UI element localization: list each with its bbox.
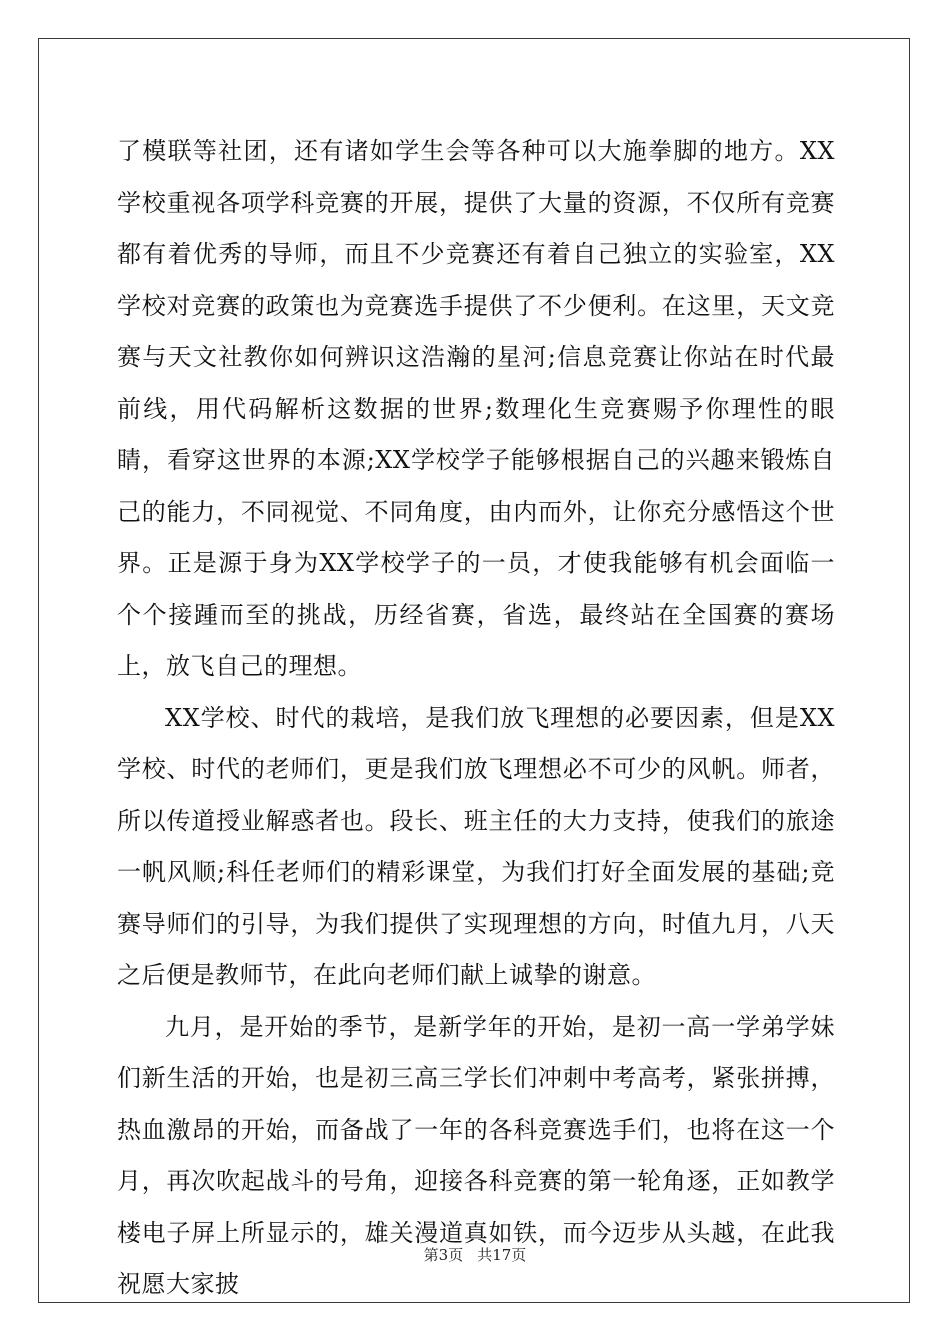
page-number-total: 共17页	[477, 1246, 527, 1264]
paragraph-2: XX学校、时代的栽培，是我们放飞理想的必要因素，但是XX学校、时代的老师们，更是我们放飞理想必不可少的风帆。师者，所以传道授业解惑者也。段长、班主任的大力支持，使我们的旅途一帆风顺;科任老师们的精彩课堂，为我们打好全面发展的基础;竞赛导师们的引导，为我们提供了实现理想的方向，时值九月，八天之后便是教师节，在此向老师们献上诚挚的谢意。	[117, 703, 835, 989]
page-number-current: 第3页	[423, 1246, 464, 1264]
document-body	[117, 126, 835, 1311]
page-footer	[0, 1244, 950, 1265]
paragraph-1: 了模联等社团，还有诸如学生会等各种可以大施拳脚的地方。XX学校重视各项学科竞赛的开展，提供了大量的资源，不仅所有竞赛都有着优秀的导师，而且不少竞赛还有着自己独立的实验室，XX学校对竞赛的政策也为竞赛选手提供了不少便利。在这里，天文竞赛与天文社教你如何辨识这浩瀚的星河;信息竞赛让你站在时代最前线，用代码解析这数据的世界;数理化生竞赛赐予你理性的眼睛，看穿这世界的本源;XX学校学子能够根据自己的兴趣来锻炼自己的能力，不同视觉、不同角度，由内而外，让你充分感悟这个世界。正是源于身为XX学校学子的一员，才使我能够有机会面临一个个接踵而至的挑战，历经省赛，省选，最终站在全国赛的赛场上，放飞自己的理想。	[117, 137, 835, 680]
paragraph-3: 九月，是开始的季节，是新学年的开始，是初一高一学弟学妹们新生活的开始，也是初三高三学长们冲刺中考高考，紧张拼搏，热血激昂的开始，而备战了一年的各科竞赛选手们，也将在这一个月，再次吹起战斗的号角，迎接各科竞赛的第一轮角逐，正如教学楼电子屏上所显示的，雄关漫道真如铁，而今迈步从头越，在此我祝愿大家披	[117, 1012, 835, 1298]
